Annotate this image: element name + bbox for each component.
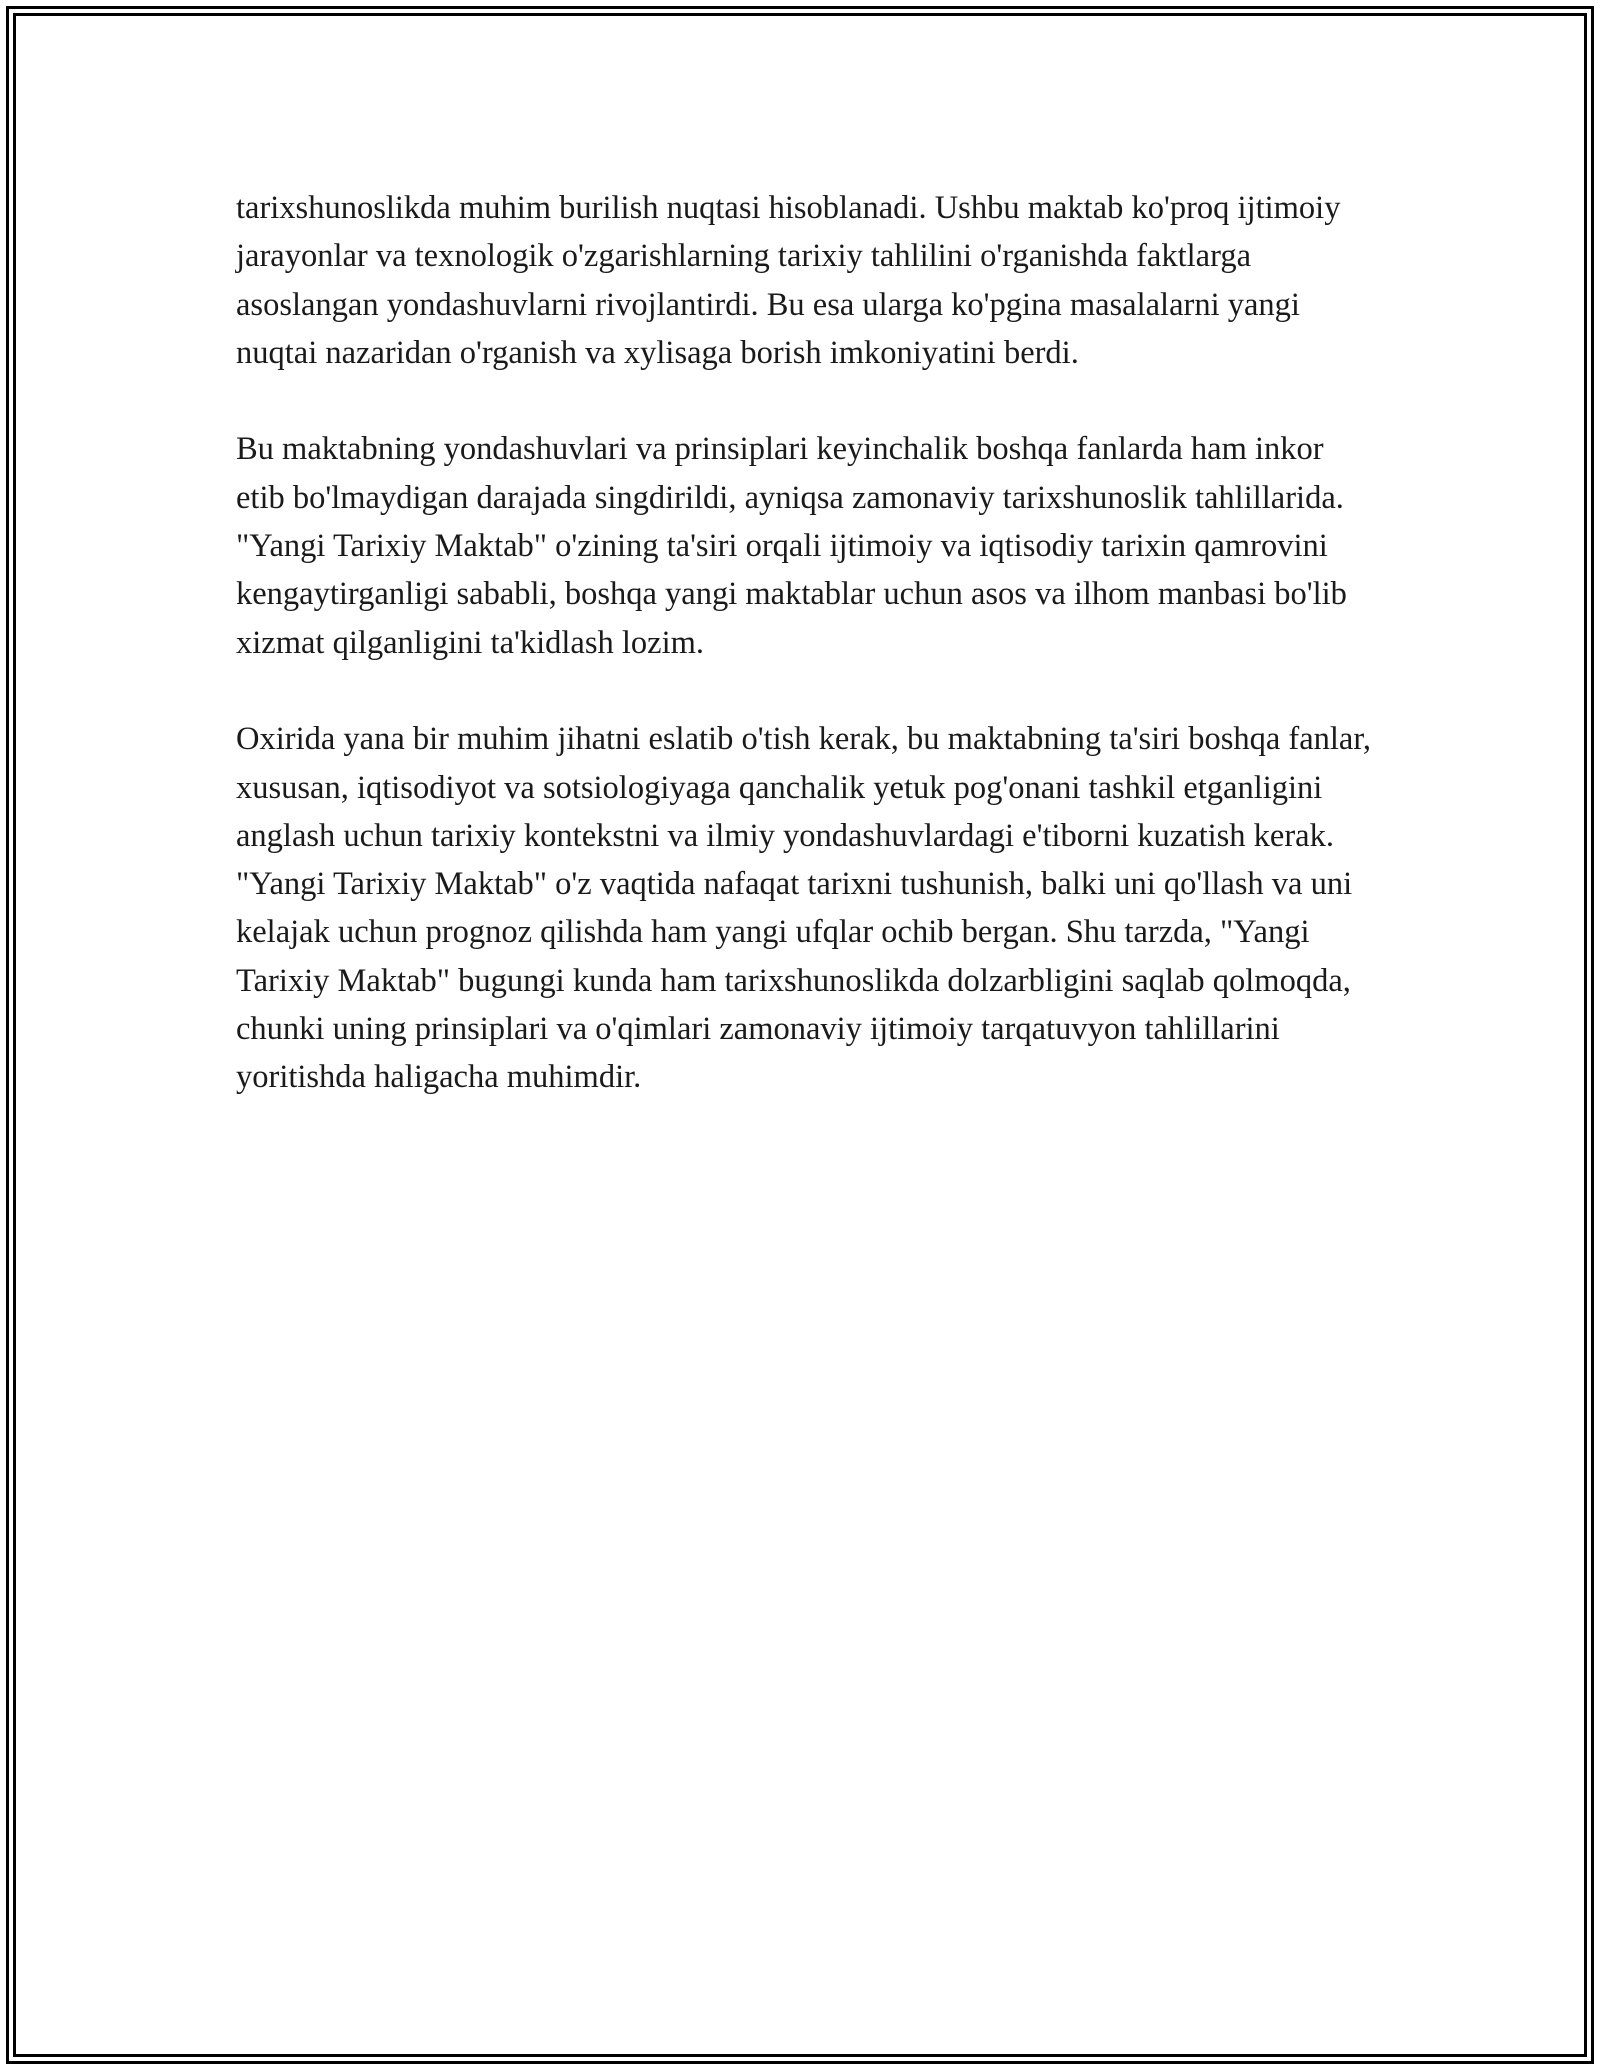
paragraph-1: tarixshunoslikda muhim burilish nuqtasi hisoblanadi. Ushbu maktab ko'proq ijtimoiy jarayonlar va texnologik o'zgarishlarning tarixiy tahlilini o'rganishda faktlarga asoslangan yondashuvlarni rivojlantirdi. Bu esa ularga ko'pgina masalalarni yangi nuqtai nazaridan o'rganish va xylisaga borish imkoniyatini berdi.	[236, 190, 1341, 371]
paragraph-2: Bu maktabning yondashuvlari va prinsiplari keyinchalik boshqa fanlarda ham inkor etib bo'lmaydigan darajada singdirildi, ayniqsa zamonaviy tarixshunoslik tahlillarida. "Yangi Tarixiy Maktab" o'zining ta'siri orqali ijtimoiy va iqtisodiy tarixin qamrovini kengaytirganligi sababli, boshqa yangi maktablar uchun asos va ilhom manbasi bo'lib xizmat qilganligini ta'kidlash lozim.	[236, 431, 1347, 661]
document-body	[236, 184, 1376, 1102]
paragraph-3: Oxirida yana bir muhim jihatni eslatib o'tish kerak, bu maktabning ta'siri boshqa fanlar, xususan, iqtisodiyot va sotsiologiyaga qanchalik yetuk pog'onani tashkil etganligini anglash uchun tarixiy kontekstni va ilmiy yondashuvlardagi e'tiborni kuzatish kerak. "Yangi Tarixiy Maktab" o'z vaqtida nafaqat tarixni tushunish, balki uni qo'llash va uni kelajak uchun prognoz qilishda ham yangi ufqlar ochib bergan. Shu tarzda, "Yangi Tarixiy Maktab" bugungi kunda ham tarixshunoslikda dolzarbligini saqlab qolmoqda, chunki uning prinsiplari va o'qimlari zamonaviy ijtimoiy tarqatuvyon tahlillarini yoritishda haligacha muhimdir.	[236, 721, 1372, 1096]
